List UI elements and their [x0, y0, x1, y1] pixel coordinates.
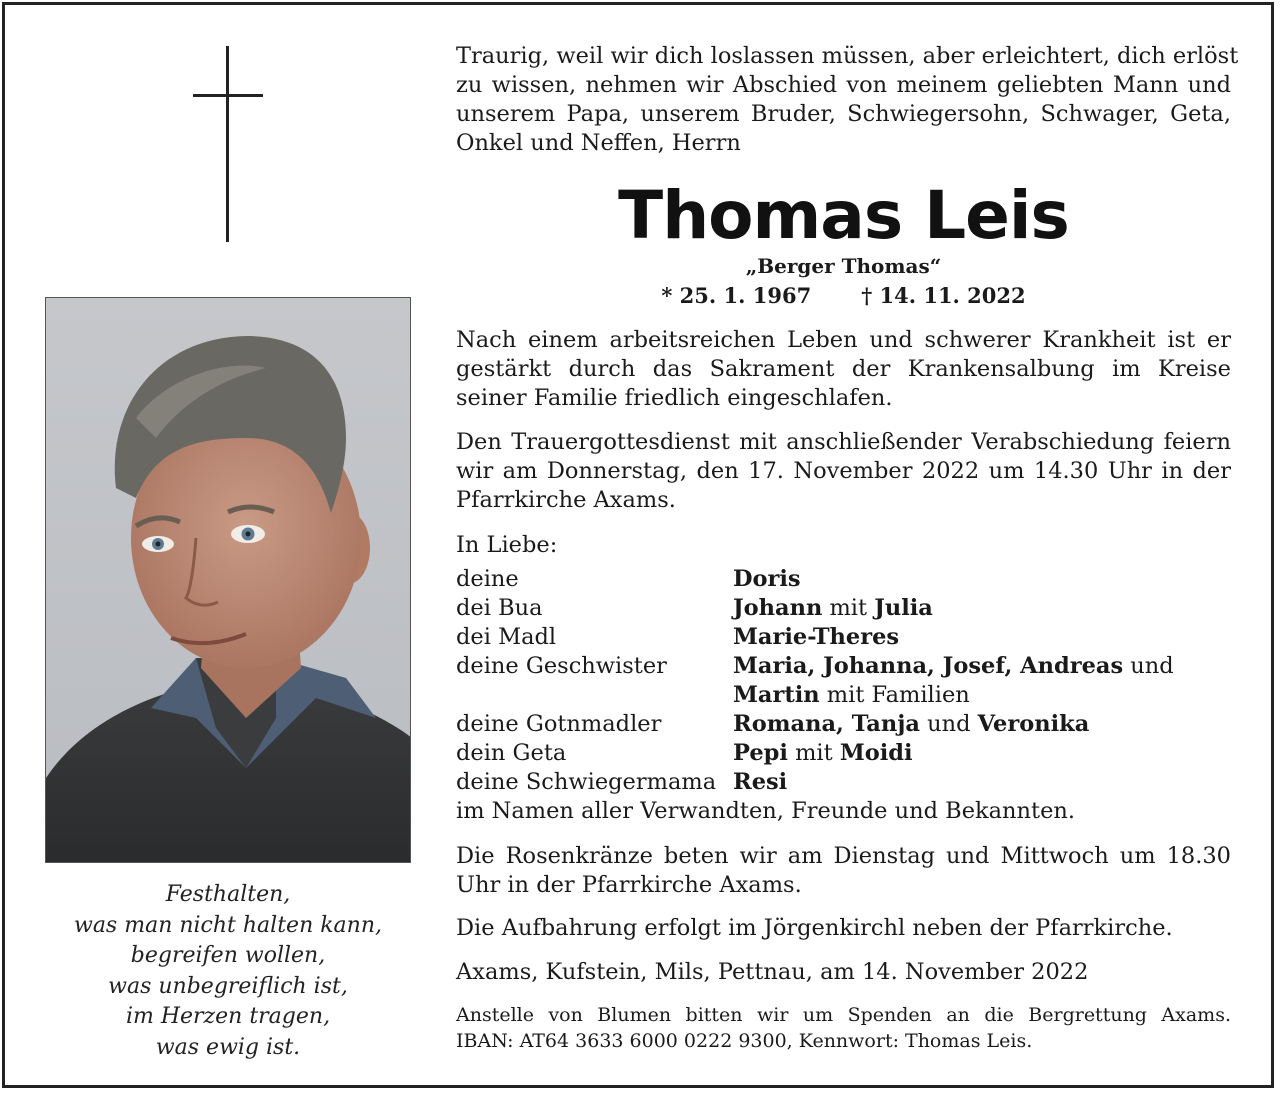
poem-line: Festhalten, — [165, 882, 291, 907]
family-row — [456, 681, 1231, 710]
family-row — [456, 623, 1231, 652]
family-connector: mit Familien — [819, 682, 970, 708]
family-connector: und — [919, 711, 978, 737]
intro-text — [456, 42, 1239, 158]
family-member-name: Veronika — [977, 711, 1090, 737]
family-connector: und — [1123, 653, 1174, 679]
family-members — [733, 739, 1231, 768]
intro-line: Onkel und Neffen, Herrn — [456, 130, 741, 156]
poem-line: begreifen wollen, — [130, 943, 326, 968]
family-row — [456, 739, 1231, 768]
funeral-paragraph: Den Trauergottesdienst mit anschließender Verabschiedung feiern wir am Donnerstag, den 17. November 2022 um 14.30 Uhr in der Pfarrkirche Axams. — [456, 429, 1231, 513]
family-member-name: Romana, Tanja — [733, 711, 920, 737]
family-list — [456, 565, 1231, 826]
family-members — [733, 594, 1231, 623]
poem-line: was ewig ist. — [155, 1034, 301, 1060]
donation-note — [456, 1002, 1231, 1054]
family-member-name: Marie-Theres — [733, 624, 900, 650]
family-member-name: Martin — [733, 682, 820, 708]
family-member-name: Julia — [874, 595, 933, 621]
family-members — [733, 710, 1231, 739]
birth-date: * 25. 1. 1967 — [661, 283, 812, 308]
family-row — [456, 768, 1231, 797]
poem-line: was man nicht halten kann, — [73, 912, 383, 938]
family-member-name: Pepi — [733, 740, 788, 766]
family-member-name: Johann — [733, 595, 823, 621]
family-relation: deine — [456, 566, 519, 592]
intro-line: Traurig, weil wir dich loslassen müssen, aber erleichtert, dich erlöst — [456, 43, 1239, 69]
deceased-name: Thomas Leis — [618, 177, 1069, 254]
family-relation: deine Geschwister — [456, 653, 667, 679]
family-members — [733, 565, 1231, 594]
family-relation: dei Madl — [456, 624, 557, 650]
cross-horizontal-bar — [193, 94, 263, 97]
in-liebe-heading: In Liebe: — [456, 532, 558, 558]
portrait-illustration — [46, 298, 411, 863]
death-paragraph: Nach einem arbeitsreichen Leben und schwerer Krankheit ist er gestärkt durch das Sakrament der Krankensalbung im Kreise seiner Familie friedlich eingeschlafen. — [456, 327, 1231, 411]
family-row — [456, 594, 1231, 623]
family-connector: mit — [787, 740, 840, 766]
viewing-paragraph: Die Aufbahrung erfolgt im Jörgenkirchl neben der Pfarrkirche. — [456, 915, 1173, 941]
family-connector: mit — [822, 595, 875, 621]
poem-line: was unbegreiflich ist, — [108, 973, 348, 999]
family-relation: deine Schwiegermama — [456, 769, 717, 795]
family-row — [456, 652, 1231, 681]
family-member-name: Resi — [733, 769, 788, 795]
family-relation: deine Gotnmadler — [456, 711, 662, 737]
deceased-nickname: „Berger Thomas“ — [745, 254, 942, 278]
family-member-name: Maria, Johanna, Josef, Andreas — [733, 653, 1124, 679]
family-member-name: Doris — [733, 566, 801, 592]
family-members — [733, 768, 1231, 797]
cross-vertical-bar — [226, 46, 229, 242]
rosary-paragraph: Die Rosenkränze beten wir am Dienstag und Mittwoch um 18.30 Uhr in der Pfarrkirche Axams. — [456, 843, 1231, 898]
family-relation — [456, 681, 733, 710]
family-members — [733, 652, 1231, 681]
intro-line: unserem Papa, unserem Bruder, Schwiegersohn, Schwager, Geta, — [456, 101, 1231, 127]
death-date: † 14. 11. 2022 — [861, 283, 1026, 308]
family-row — [456, 710, 1231, 739]
place-and-date: Axams, Kufstein, Mils, Pettnau, am 14. November 2022 — [456, 959, 1089, 985]
family-member-name: Moidi — [839, 740, 913, 766]
donation-line: IBAN: AT64 3633 6000 0222 9300, Kennwort: Thomas Leis. — [456, 1030, 1033, 1052]
memorial-poem — [45, 880, 411, 1063]
intro-line: zu wissen, nehmen wir Abschied von meinem geliebten Mann und — [456, 72, 1231, 98]
family-members — [733, 623, 1231, 652]
portrait-photo — [45, 297, 411, 863]
poem-line: im Herzen tragen, — [125, 1004, 331, 1029]
life-dates — [456, 282, 1231, 310]
donation-line: Anstelle von Blumen bitten wir um Spenden an die Bergrettung Axams. — [456, 1004, 1231, 1026]
family-members — [733, 681, 1231, 710]
family-row — [456, 565, 1231, 594]
family-relation: dein Geta — [456, 740, 567, 766]
family-footer: im Namen aller Verwandten, Freunde und Bekannten. — [456, 798, 1076, 824]
family-relation: dei Bua — [456, 595, 543, 621]
